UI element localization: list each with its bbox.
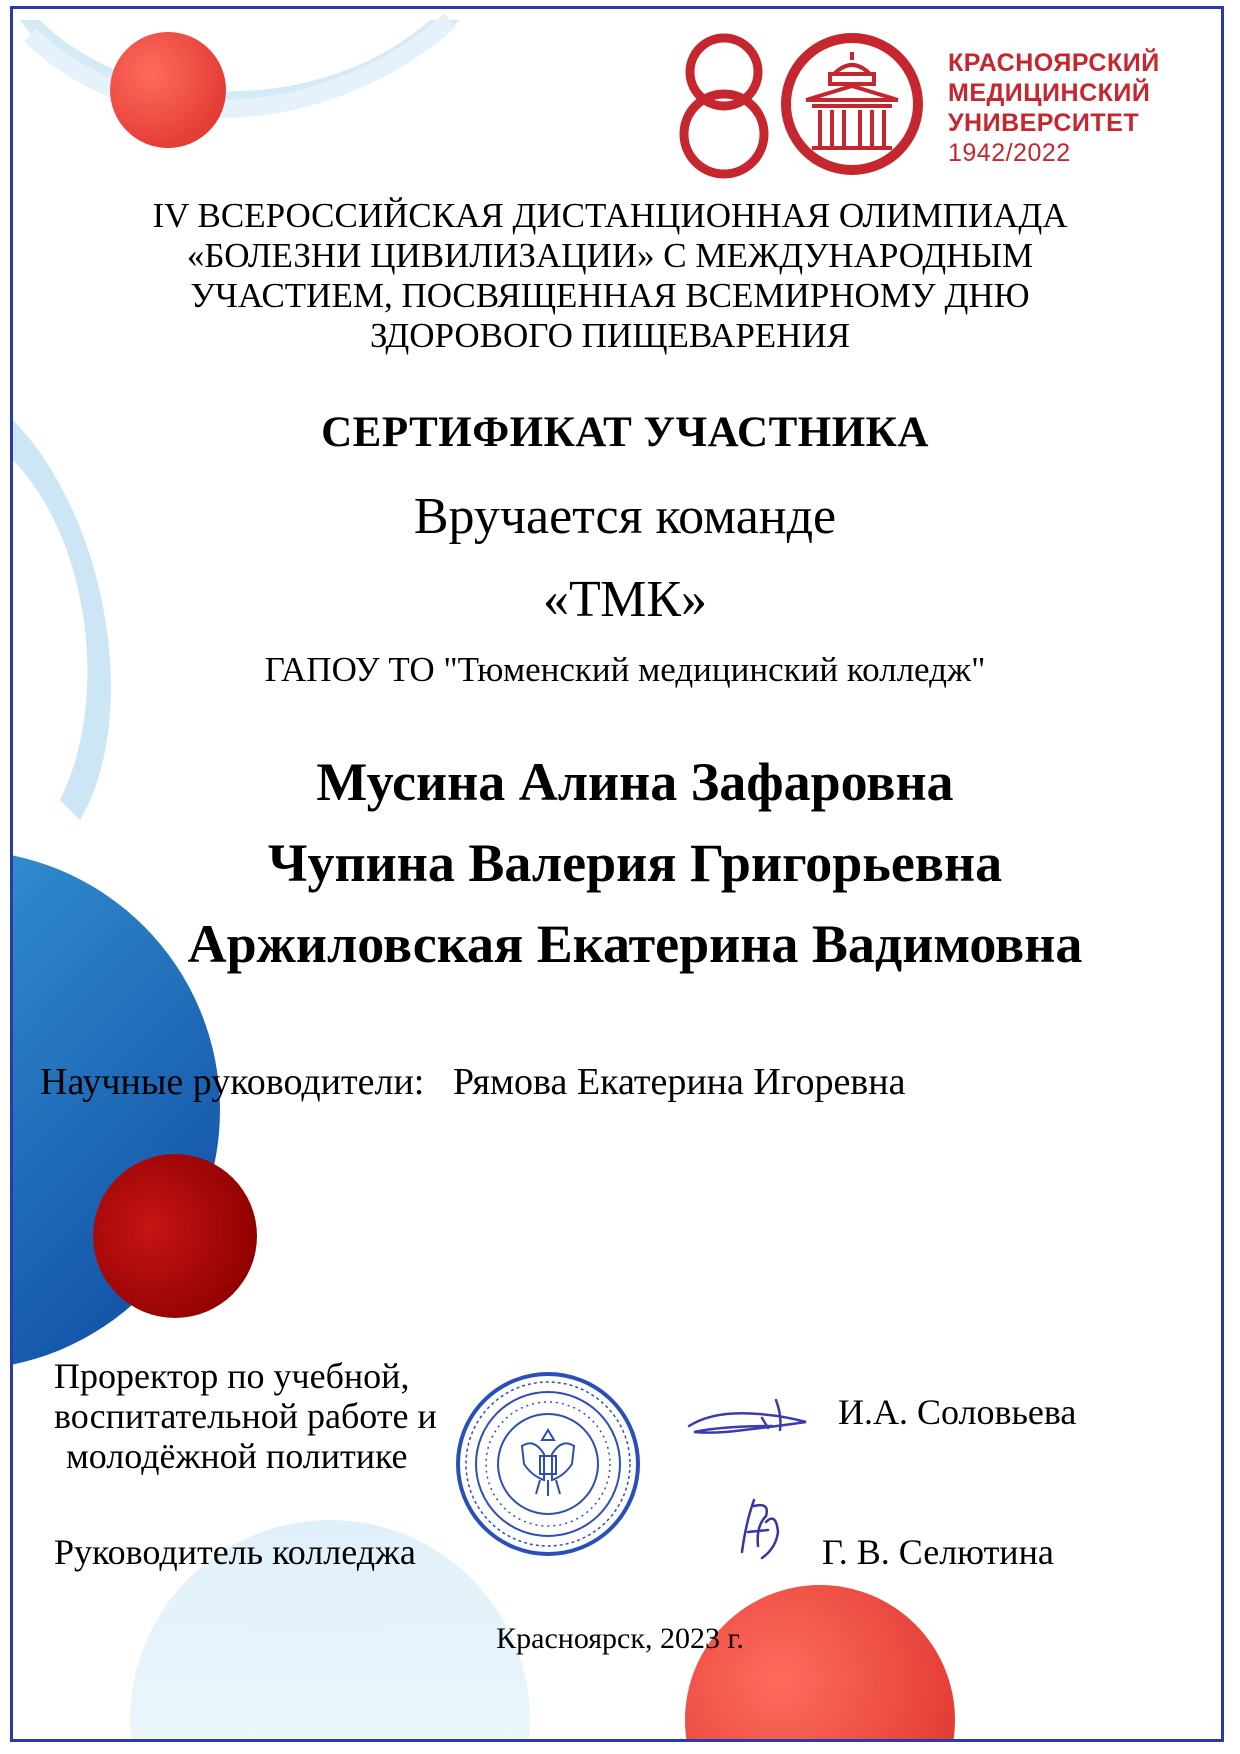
logo-line-2: МЕДИЦИНСКИЙ <box>948 79 1151 107</box>
olympiad-title-line-1: IV ВСЕРОССИЙСКАЯ ДИСТАНЦИОННАЯ ОЛИМПИАДА <box>152 196 1068 235</box>
participant-name: Мусина Алина Зафаровна <box>316 752 954 812</box>
participant-name: Чупина Валерия Григорьевна <box>267 833 1003 893</box>
signatory-1-name: И.А. Соловьева <box>838 1392 1077 1432</box>
university-name-logo <box>948 48 1160 168</box>
university-building-icon <box>806 52 898 148</box>
olympiad-title-line-3: УЧАСТИЕМ, ПОСВЯЩЕННАЯ ВСЕМИРНОМУ ДНЮ <box>190 276 1030 315</box>
university-80-logo <box>672 30 942 180</box>
participant-list <box>60 742 1210 985</box>
olympiad-title <box>60 196 1160 356</box>
olympiad-title-line-4: ЗДОРОВОГО ПИЩЕВАРЕНИЯ <box>369 316 851 355</box>
organization-name: ГАПОУ ТО "Тюменский медицинский колледж" <box>264 650 986 689</box>
signatory-1-title-line-3: молодёжной политике <box>66 1436 408 1476</box>
logo-line-1: КРАСНОЯРСКИЙ <box>948 49 1160 77</box>
supervisors-line <box>40 1060 905 1104</box>
supervisor-name: Рямова Екатерина Игоревна <box>452 1061 906 1103</box>
certificate-title: СЕРТИФИКАТ УЧАСТНИКА <box>321 409 929 456</box>
signatory-2-title: Руководитель колледжа <box>54 1532 416 1572</box>
signatory-1-title <box>54 1356 437 1476</box>
handwritten-signature-2 <box>736 1492 786 1572</box>
signatory-1-title-line-1: Проректор по учебной, <box>54 1356 410 1396</box>
award-text: Вручается команде <box>413 488 837 545</box>
participant-name: Аржиловская Екатерина Вадимовна <box>187 914 1083 974</box>
official-seal-stamp-icon <box>452 1368 644 1560</box>
logo-line-3: УНИВЕРСИТЕТ <box>948 109 1140 137</box>
city-and-year: Красноярск, 2023 г. <box>496 1622 744 1655</box>
signatory-2-name: Г. В. Селютина <box>822 1532 1054 1572</box>
logo-years: 1942/2022 <box>948 139 1071 167</box>
supervisors-label: Научные руководители: <box>40 1061 425 1103</box>
handwritten-signature-1 <box>684 1386 814 1446</box>
signatory-1-title-line-2: воспитательной работе и <box>54 1396 437 1436</box>
olympiad-title-line-2: «БОЛЕЗНИ ЦИВИЛИЗАЦИИ» С МЕЖДУНАРОДНЫМ <box>186 236 1034 275</box>
team-name: «ТМК» <box>543 571 707 628</box>
